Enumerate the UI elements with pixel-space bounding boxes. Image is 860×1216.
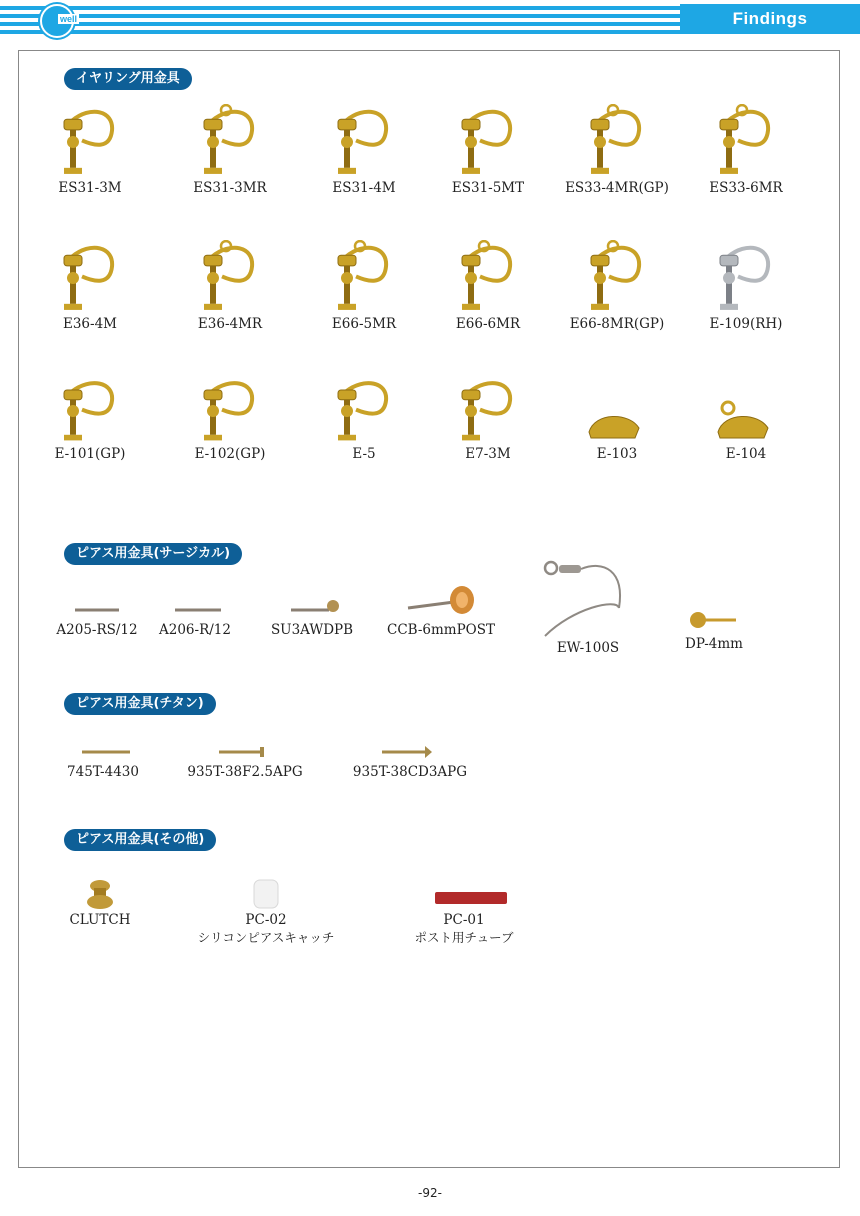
product-A205-RS-12[interactable] [52,598,142,638]
section-label-titanium: ピアス用金具(チタン) [64,693,216,715]
product-E-101GP[interactable] [30,376,150,462]
product-code: EW-100S [556,640,620,656]
product-code: DP-4mm [685,636,743,652]
earring-post-image [165,598,225,622]
logo-text: well [60,14,78,24]
product-ES33-4MRGP[interactable] [557,104,677,196]
screw-earring-image [577,376,657,446]
product-code: E-102(GP) [194,446,266,462]
screw-earring-image [448,240,528,316]
screw-earring-image [50,376,130,446]
product-E-5[interactable] [304,376,424,462]
product-code: 935T-38F2.5APG [187,764,303,780]
product-code: E66-6MR [455,316,521,332]
product-PC-01[interactable] [404,884,524,946]
ball-post-image [277,590,347,622]
clutch-image [80,876,120,912]
product-code: ES31-4M [332,180,396,196]
page-number: -92- [418,1186,442,1200]
product-code: A205-RS/12 [56,622,138,638]
product-PC-02[interactable] [196,876,336,946]
product-code: ES31-3MR [193,180,267,196]
screw-earring-image [324,240,404,316]
product-code: E-104 [725,446,767,462]
section-tab-findings: Findings [680,4,860,34]
product-EW-100S[interactable] [528,558,648,656]
product-code: E36-4MR [197,316,263,332]
product-code: E-101(GP) [54,446,126,462]
screw-earring-image [50,104,130,180]
fish-hook-image [533,558,643,640]
product-CCB-6mmPOST[interactable] [386,576,496,638]
product-description: ポスト用チューブ [414,930,514,945]
product-code: E-5 [352,446,376,462]
product-code: ES33-6MR [709,180,783,196]
product-DP-4mm[interactable] [676,600,752,652]
product-935T-38CD3APG[interactable] [345,740,475,780]
screw-earring-image [190,240,270,316]
flat-pad-post-image [205,740,285,764]
product-E36-4M[interactable] [30,240,150,332]
titanium-post-image [68,740,138,764]
product-code: 935T-38CD3APG [352,764,468,780]
earring-post-image [67,598,127,622]
section-label-earring: イヤリング用金具 [64,68,192,90]
product-code: ES33-4MR(GP) [565,180,669,196]
product-clutch[interactable] [60,876,140,928]
page-header [0,0,860,38]
product-description: シリコンピアスキャッチ [197,930,335,945]
product-E66-5MR[interactable] [304,240,424,332]
product-code: ES31-3M [58,180,122,196]
product-code: E-103 [596,446,638,462]
section-label-other: ピアス用金具(その他) [64,829,216,851]
product-code: SU3AWDPB [270,622,354,638]
product-ES31-4M[interactable] [304,104,424,196]
screw-earring-image [577,104,657,180]
cup-post-image [396,576,486,622]
product-code: A206-R/12 [159,622,231,638]
product-code: CCB-6mmPOST [387,622,495,638]
screw-earring-image [324,104,404,180]
screw-earring-image [190,376,270,446]
product-code: 745T-4430 [67,764,139,780]
screw-earring-image [706,240,786,316]
product-ES31-3M[interactable] [30,104,150,196]
product-E-103[interactable] [557,376,677,462]
product-ES31-3MR[interactable] [170,104,290,196]
post-tube-image [419,884,509,912]
product-E66-8MRGP[interactable] [557,240,677,332]
product-E-104[interactable] [686,376,806,462]
product-code: E66-5MR [331,316,397,332]
silicone-catch-image [246,876,286,912]
product-ES33-6MR[interactable] [686,104,806,196]
product-code: PC-01 [443,912,485,928]
product-ES31-5MT[interactable] [428,104,548,196]
product-E66-6MR[interactable] [428,240,548,332]
product-745T-4430[interactable] [58,740,148,780]
cup-post-image [370,740,450,764]
section-label-surgical: ピアス用金具(サージカル) [64,543,242,565]
screw-earring-image [706,376,786,446]
product-A206-R-12[interactable] [155,598,235,638]
ball-post-image [684,600,744,636]
product-code: E-109(RH) [709,316,783,332]
screw-earring-image [324,376,404,446]
product-code: ES31-5MT [451,180,525,196]
screw-earring-image [448,104,528,180]
product-E-102GP[interactable] [170,376,290,462]
product-code: E36-4M [62,316,117,332]
screw-earring-image [190,104,270,180]
product-code: CLUTCH [69,912,131,928]
product-E7-3M[interactable] [428,376,548,462]
product-SU3AWDPB[interactable] [262,590,362,638]
product-E-109RH[interactable] [686,240,806,332]
screw-earring-image [577,240,657,316]
product-code: PC-02 [245,912,287,928]
product-E36-4MR[interactable] [170,240,290,332]
product-935T-38F2.5APG[interactable] [180,740,310,780]
product-code: E7-3M [465,446,511,462]
screw-earring-image [50,240,130,316]
product-code: E66-8MR(GP) [569,316,665,332]
screw-earring-image [706,104,786,180]
screw-earring-image [448,376,528,446]
